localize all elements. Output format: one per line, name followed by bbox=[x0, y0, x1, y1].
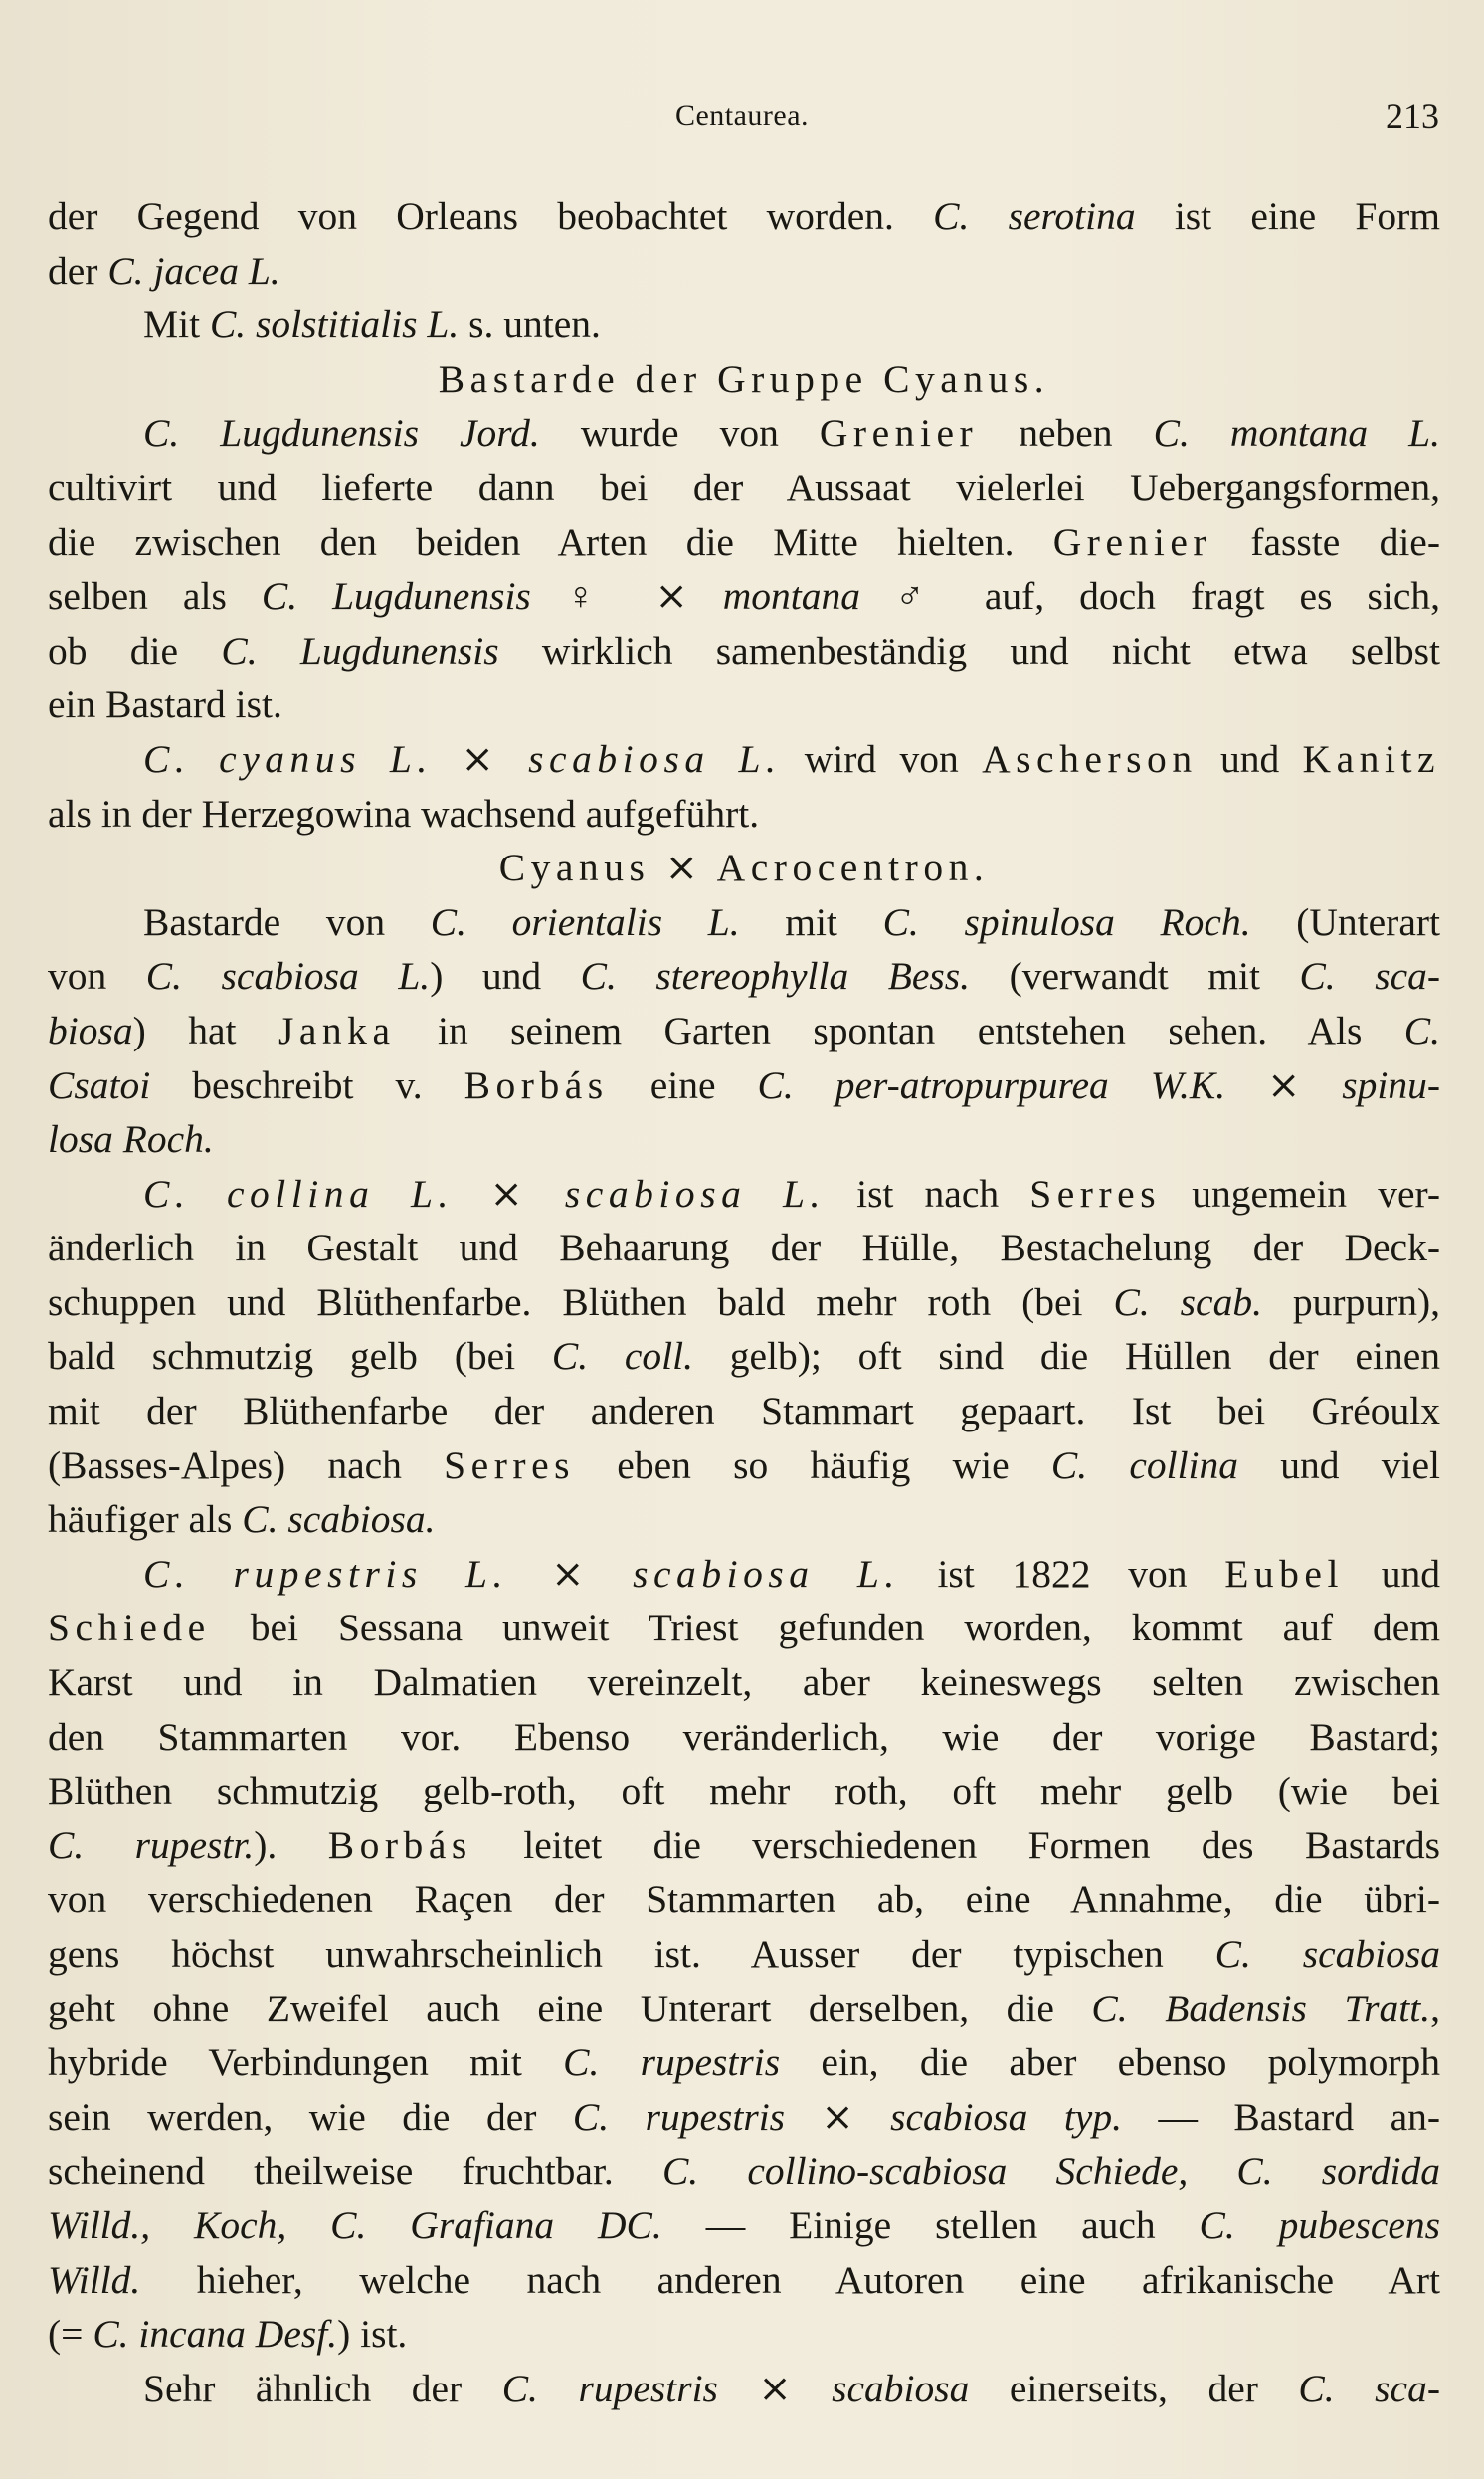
section-heading bbox=[48, 841, 1440, 895]
text-run: hieher, welche nach anderen Autoren eine afrikanische Art bbox=[140, 2257, 1440, 2302]
text-run: wurde von bbox=[539, 411, 820, 456]
text-run: ein Bastard ist. bbox=[48, 682, 282, 727]
text-line bbox=[48, 2144, 1440, 2198]
italic-taxon: C. collina bbox=[1050, 1442, 1239, 1487]
text-run: ♀ ⨯ bbox=[530, 574, 723, 619]
text-run: schuppen und Blüthenfarbe. Blüthen bald mehr roth (bei bbox=[48, 1279, 1114, 1324]
text-run: änderlich in Gestalt und Behaarung der Hülle, Bestachelung der Deck- bbox=[48, 1226, 1440, 1270]
text-line bbox=[48, 1112, 1440, 1167]
page-header bbox=[0, 95, 1484, 155]
text-line bbox=[48, 1004, 1440, 1058]
text-run: wird von bbox=[781, 736, 983, 781]
italic-taxon: montana bbox=[722, 574, 860, 619]
text-line bbox=[48, 624, 1440, 678]
italic-taxon: Csatoi bbox=[48, 1062, 151, 1107]
text-run: s. unten. bbox=[459, 302, 601, 347]
text-run: und viel bbox=[1238, 1442, 1440, 1487]
text-line bbox=[48, 244, 1440, 298]
text-line bbox=[48, 297, 1440, 352]
text-line bbox=[48, 895, 1440, 950]
text-run: ist nach bbox=[825, 1171, 1030, 1216]
text-line bbox=[48, 1221, 1440, 1275]
italic-taxon: Willd. bbox=[48, 2257, 141, 2302]
text-line bbox=[48, 2307, 1440, 2362]
text-line bbox=[48, 2362, 1440, 2416]
spaced-name: Serres bbox=[1029, 1171, 1162, 1216]
text-line bbox=[48, 1275, 1440, 1330]
text-line bbox=[48, 1492, 1440, 1547]
text-run: ist eine Form bbox=[1135, 194, 1440, 238]
text-line bbox=[48, 1655, 1440, 1710]
text-run: von verschiedenen Raçen der Stammarten ab, eine Annahme, die übri- bbox=[48, 1877, 1440, 1922]
text-run: und bbox=[1344, 1551, 1440, 1596]
text-run: (Unterart bbox=[1250, 899, 1440, 944]
italic-taxon: C. sca- bbox=[1299, 954, 1440, 999]
italic-taxon: C. incana Desf. bbox=[93, 2312, 338, 2357]
italic-taxon: C. rupestris ⨯ scabiosa bbox=[501, 2366, 970, 2410]
text-run: einerseits, der bbox=[969, 2366, 1299, 2410]
text-run: bald schmutzig gelb (bei bbox=[48, 1334, 552, 1379]
italic-taxon: C. serotina bbox=[933, 194, 1136, 238]
text-line bbox=[48, 2090, 1440, 2145]
text-run: und bbox=[1197, 736, 1303, 781]
text-run: (= bbox=[48, 2312, 93, 2357]
italic-taxon: C. jacea L. bbox=[107, 248, 280, 292]
text-line bbox=[48, 1927, 1440, 1982]
italic-taxon: C. collino-scabiosa Schiede, C. sordida bbox=[661, 2149, 1440, 2193]
text-run: purpurn), bbox=[1261, 1279, 1440, 1324]
text-run: ) hat bbox=[132, 1008, 278, 1052]
text-run: scheinend theilweise fruchtbar. bbox=[48, 2149, 662, 2193]
text-run: (verwandt mit bbox=[970, 954, 1300, 999]
text-run: Karst und in Dalmatien vereinzelt, aber keineswegs selten zwischen bbox=[48, 1660, 1440, 1705]
text-run: häufiger als bbox=[48, 1497, 243, 1542]
spaced-name: Cyanus ⨯ Acrocentron. bbox=[498, 846, 990, 890]
text-line bbox=[48, 677, 1440, 732]
text-run: (Basses-Alpes) nach bbox=[48, 1442, 445, 1487]
text-run: wirklich samenbeständig und nicht etwa selbst bbox=[498, 628, 1440, 672]
text-run: gelb); oft sind die Hüllen der einen bbox=[692, 1334, 1440, 1379]
italic-taxon: C. coll. bbox=[551, 1334, 693, 1379]
text-run: der Gegend von Orleans beobachtet worden. bbox=[48, 194, 934, 238]
italic-taxon: biosa bbox=[48, 1008, 133, 1052]
text-run: — Einige stellen auch bbox=[661, 2202, 1200, 2247]
running-head: Centaurea. bbox=[674, 99, 810, 132]
text-line bbox=[48, 1710, 1440, 1765]
text-run: fasste die- bbox=[1211, 519, 1440, 564]
text-run: eben so häufig wie bbox=[575, 1442, 1051, 1487]
text-run: den Stammarten vor. Ebenso veränderlich, wie der vorige Bastard; bbox=[48, 1714, 1440, 1759]
text-line bbox=[48, 1872, 1440, 1927]
spaced-name: Grenier bbox=[819, 411, 979, 456]
spaced-name: Ascherson bbox=[982, 736, 1198, 781]
italic-taxon: Willd., Koch, C. Grafiana DC. bbox=[48, 2202, 662, 2247]
italic-taxon: C. rupestr. bbox=[48, 1822, 255, 1867]
italic-taxon: C. bbox=[1403, 1008, 1440, 1052]
text-run: mit der Blüthenfarbe der anderen Stammart gepaart. Ist bei Gréoulx bbox=[48, 1389, 1440, 1433]
text-line bbox=[48, 461, 1440, 515]
italic-taxon: C. Badensis Tratt. bbox=[1091, 1986, 1431, 2030]
italic-taxon: C. cyanus L. ⨯ scabiosa L. bbox=[143, 736, 782, 781]
text-run: als in der Herzegowina wachsend aufgeführt. bbox=[48, 791, 760, 836]
page-number: 213 bbox=[1386, 96, 1439, 136]
spaced-name: Borbás bbox=[327, 1822, 472, 1867]
text-run: Blüthen schmutzig gelb-roth, oft mehr roth, oft mehr gelb (wie bei bbox=[48, 1769, 1440, 1813]
text-run: ) und bbox=[430, 954, 581, 999]
text-run: leitet die verschiedenen Formen des Bastards bbox=[471, 1822, 1440, 1867]
text-run: beschreibt v. bbox=[150, 1062, 464, 1107]
text-line bbox=[48, 406, 1440, 461]
italic-taxon: C. spinulosa Roch. bbox=[882, 899, 1251, 944]
text-line bbox=[48, 1547, 1440, 1602]
text-line bbox=[48, 1384, 1440, 1438]
italic-taxon: C. rupestris L. ⨯ scabiosa L. bbox=[143, 1551, 900, 1596]
text-run: ist 1822 von bbox=[899, 1551, 1225, 1596]
text-line bbox=[48, 1167, 1440, 1222]
text-run: die zwischen den beiden Arten die Mitte hielten. bbox=[48, 519, 1053, 564]
italic-taxon: C. per-atropurpurea W.K. ⨯ spinu- bbox=[757, 1062, 1440, 1107]
text-line bbox=[48, 569, 1440, 624]
text-run: neben bbox=[978, 411, 1154, 456]
text-line bbox=[48, 515, 1440, 570]
text-line bbox=[48, 189, 1440, 244]
text-run: — Bastard an- bbox=[1121, 2094, 1440, 2139]
spaced-name: Kanitz bbox=[1302, 736, 1440, 781]
text-run: cultivirt und lieferte dann bei der Aussaat vielerlei Uebergangsformen, bbox=[48, 465, 1440, 509]
page-body-text bbox=[48, 189, 1440, 2415]
spaced-name: Bastarde der Gruppe Cyanus. bbox=[438, 356, 1050, 401]
text-line bbox=[48, 949, 1440, 1004]
spaced-name: Schiede bbox=[48, 1606, 211, 1650]
text-line bbox=[48, 787, 1440, 842]
text-line bbox=[48, 1438, 1440, 1493]
text-run: hybride Verbindungen mit bbox=[48, 2040, 564, 2085]
italic-taxon: C. rupestris ⨯ scabiosa typ. bbox=[572, 2094, 1122, 2139]
text-run: gens höchst unwahrscheinlich ist. Ausser der typischen bbox=[48, 1932, 1215, 1976]
text-run: von bbox=[48, 954, 146, 999]
text-run: , bbox=[1430, 1986, 1440, 2030]
italic-taxon: C. solstitialis L. bbox=[209, 302, 460, 347]
text-run: ungemein ver- bbox=[1161, 1171, 1440, 1216]
text-run: ob die bbox=[48, 628, 222, 672]
text-line bbox=[48, 1601, 1440, 1655]
spaced-name: Borbás bbox=[464, 1062, 609, 1107]
text-run: ein, die aber ebenso polymorph bbox=[780, 2040, 1440, 2085]
text-line bbox=[48, 732, 1440, 787]
italic-taxon: C. scabiosa L. bbox=[145, 954, 431, 999]
italic-taxon: C. scabiosa. bbox=[242, 1497, 436, 1542]
italic-taxon: C. orientalis L. bbox=[430, 899, 740, 944]
text-run: Mit bbox=[143, 302, 210, 347]
text-run: Bastarde von bbox=[143, 899, 431, 944]
text-run: der bbox=[48, 248, 108, 292]
text-line bbox=[48, 2253, 1440, 2308]
italic-taxon: C. scab. bbox=[1113, 1279, 1262, 1324]
text-run: Sehr ähnlich der bbox=[143, 2366, 502, 2410]
text-run: mit bbox=[739, 899, 883, 944]
spaced-name: Serres bbox=[444, 1442, 576, 1487]
italic-taxon: C. montana L. bbox=[1153, 411, 1440, 456]
text-line bbox=[48, 2198, 1440, 2253]
text-line bbox=[48, 1982, 1440, 2036]
italic-taxon: C. pubescens bbox=[1199, 2202, 1440, 2247]
italic-taxon: C. stereophylla Bess. bbox=[580, 954, 971, 999]
spaced-name: Grenier bbox=[1052, 519, 1212, 564]
italic-taxon: C. rupestris bbox=[563, 2040, 781, 2085]
text-line bbox=[48, 1058, 1440, 1113]
spaced-name: Janka bbox=[278, 1008, 396, 1052]
text-line bbox=[48, 2035, 1440, 2090]
text-run: selben als bbox=[48, 574, 262, 619]
italic-taxon: C. scabiosa bbox=[1214, 1932, 1440, 1976]
section-heading bbox=[48, 352, 1440, 407]
spaced-name: Eubel bbox=[1224, 1551, 1345, 1596]
text-run: in seinem Garten spontan entstehen sehen. Als bbox=[395, 1008, 1404, 1052]
text-run: geht ohne Zweifel auch eine Unterart derselben, die bbox=[48, 1986, 1092, 2030]
italic-taxon: C. collina L. ⨯ scabiosa L. bbox=[143, 1171, 826, 1216]
italic-taxon: losa Roch. bbox=[48, 1117, 214, 1162]
text-run: sein werden, wie die der bbox=[48, 2094, 573, 2139]
text-run: ). bbox=[254, 1822, 328, 1867]
text-run: eine bbox=[608, 1062, 758, 1107]
text-run: ) ist. bbox=[337, 2312, 408, 2357]
text-line bbox=[48, 1764, 1440, 1818]
italic-taxon: C. Lugdunensis Jord. bbox=[143, 411, 540, 456]
text-run: ♂ auf, doch fragt es sich, bbox=[860, 574, 1440, 619]
text-run: bei Sessana unweit Triest gefunden worden, kommt auf dem bbox=[210, 1606, 1440, 1650]
text-line bbox=[48, 1329, 1440, 1384]
italic-taxon: C. Lugdunensis bbox=[221, 628, 499, 672]
italic-taxon: C. Lugdunensis bbox=[261, 574, 531, 619]
italic-taxon: C. sca- bbox=[1298, 2366, 1440, 2410]
text-line bbox=[48, 1818, 1440, 1873]
